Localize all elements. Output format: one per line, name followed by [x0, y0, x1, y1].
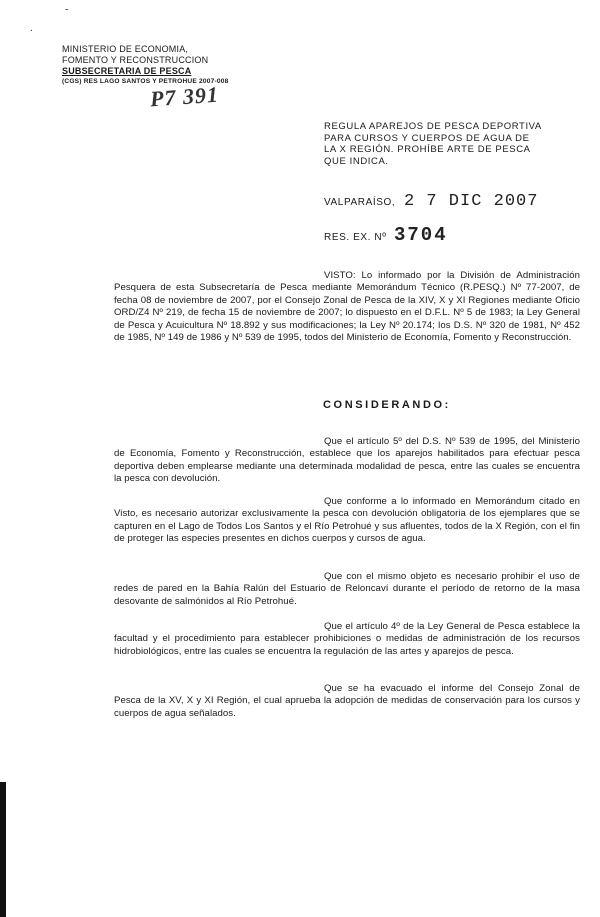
ministry-line: FOMENTO Y RECONSTRUCCION: [62, 55, 209, 65]
considerando-paragraph: Que conforme a lo informado en Memorándum citado en Visto, es necesario autorizar exclusivamente la pesca con devolución obligatoria de los ejemplares que se capturen en el Lago de Todos Los Santos y el Río Petrohué y sus afluentes, todos de la X Región, con el fin de proteger las especies presentes en dichos cuerpos y cursos de agua.: [114, 496, 580, 545]
corner-mark: -: [65, 4, 69, 15]
resolution-label: RES. EX. Nº: [324, 232, 387, 243]
city-label: VALPARAÍSO,: [324, 197, 396, 208]
corner-mark: ·: [30, 26, 33, 37]
ministry-line: MINISTERIO DE ECONOMIA,: [62, 44, 189, 54]
title-line: QUE INDICA.: [324, 155, 389, 167]
title-line: PARA CURSOS Y CUERPOS DE AGUA DE: [324, 132, 530, 144]
visto-paragraph: VISTO: Lo informado por la División de Administración Pesquera de esta Subsecretaría de Pesca mediante Memorándum Técnico (R.PESQ.) Nº 77-2007, de fecha 08 de noviembre de 2007, por el Consejo Zonal de Pesca de la XIV, X y XI Regiones mediante Oficio ORD/Z4 Nº 219, de fecha 15 de noviembre de 2007; lo dispuesto en el D.F.L. Nº 5 de 1983; la Ley General de Pesca y Acuicultura Nº 18.892 y sus modificaciones; la Ley Nº 20.174; los D.S. Nº 320 de 1981, Nº 452 de 1985, Nº 149 de 1986 y Nº 539 de 1995, todos del Ministerio de Economía, Fomento y Reconstrucción.: [114, 270, 580, 344]
resolution-number: 3704: [394, 224, 448, 246]
date-stamp: 2 7 DIC 2007: [404, 192, 539, 211]
considerando-heading: CONSIDERANDO:: [323, 399, 451, 411]
handwritten-number: P7 391: [149, 81, 220, 112]
title-line: LA X REGIÓN. PROHÍBE ARTE DE PESCA: [324, 144, 531, 155]
considerando-paragraph: Que el artículo 4º de la Ley General de Pesca establece la facultad y el procedimiento para establecer prohibiciones o medidas de administración de los recursos hidrobiológicos, entre las cuales se encuentra la regulación de las artes y aparejos de pesca.: [114, 621, 580, 657]
considerando-paragraph: Que el artículo 5º del D.S. Nº 539 de 1995, del Ministerio de Economía, Fomento y Reconstrucción, establece que los aparejos habilitados para efectuar pesca deportiva deben emplearse mediante una determinada modalidad de pesca, entre las cuales se encuentra la pesca con devolución.: [114, 436, 580, 485]
title-line: REGULA APAREJOS DE PESCA DEPORTIVA: [324, 121, 542, 132]
considerando-paragraph: Que se ha evacuado el informe del Consejo Zonal de Pesca de la XV, X y XI Región, el cual aprueba la adopción de medidas de conservación para los cursos y cuerpos de agua señalados.: [114, 683, 580, 719]
subsecretaria-line: SUBSECRETARIA DE PESCA: [62, 66, 192, 76]
resolution-title: [324, 121, 574, 167]
considerando-paragraph: Que con el mismo objeto es necesario prohibir el uso de redes de pared en la Bahía Ralún del Estuario de Reloncaví durante el período de retorno de la masa desovante de salmónidos al Río Petrohué.: [114, 571, 580, 607]
scan-edge-shadow: [0, 782, 6, 917]
file-reference: (CGS) RES LAGO SANTOS Y PETROHUE 2007-008: [62, 78, 229, 85]
letterhead: [62, 44, 282, 86]
